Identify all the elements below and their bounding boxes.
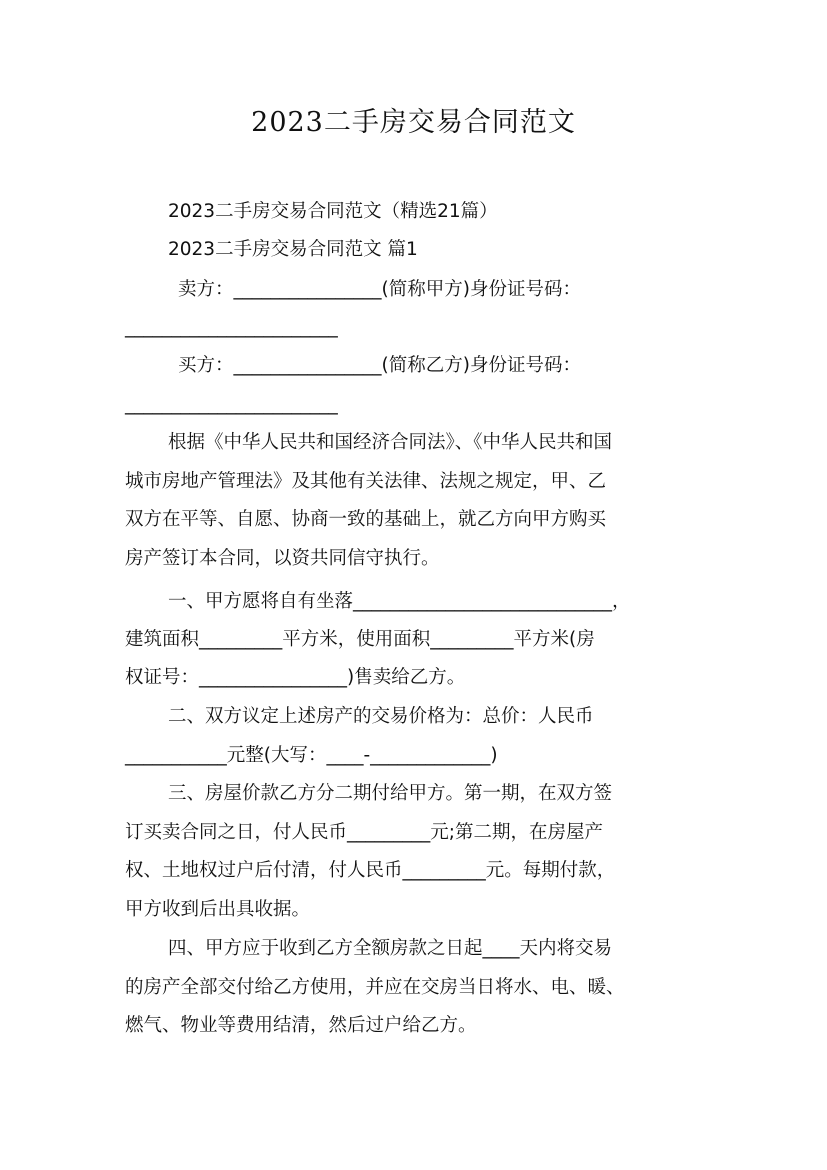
clause3-line: 三、房屋价款乙方分二期付给甲方。第一期，在双方签 xyxy=(168,783,613,804)
document-title: 2023二手房交易合同范文 xyxy=(251,107,576,138)
clause4-line: 的房产全部交付给乙方使用，并应在交房当日将水、电、暖、 xyxy=(125,977,625,998)
clause1-line: 权证号：________________)售卖给乙方。 xyxy=(125,667,466,688)
clause4-line: 燃气、物业等费用结清，然后过户给乙方。 xyxy=(125,1015,477,1036)
para1-line: 城市房地产管理法》及其他有关法律、法规之规定，甲、乙 xyxy=(125,471,607,492)
clause3-line: 权、土地权过户后付清，付人民币_________元。每期付款， xyxy=(125,860,616,881)
clause1-line: 一、甲方愿将自有坐落____________________________， xyxy=(168,591,631,612)
buyer-suffix: (简称乙方)身份证号码： xyxy=(381,355,581,376)
seller-label: 卖方： xyxy=(178,279,234,300)
seller-suffix: (简称甲方)身份证号码： xyxy=(381,279,581,300)
clause2-line: 二、双方议定上述房产的交易价格为：总价：人民币 xyxy=(168,706,594,727)
para1-line: 根据《中华人民共和国经济合同法》、《中华人民共和国 xyxy=(168,432,613,453)
seller-id-blank: _______________________ xyxy=(125,317,338,338)
clause1-line: 建筑面积_________平方米，使用面积_________平方米(房 xyxy=(125,629,595,650)
section-heading: 2023二手房交易合同范文 篇1 xyxy=(168,239,418,260)
para1-line: 房产签订本合同，以资共同信守执行。 xyxy=(125,548,440,569)
buyer-name-blank: ________________ xyxy=(233,355,382,376)
para1-line: 双方在平等、自愿、协商一致的基础上，就乙方向甲方购买 xyxy=(125,509,607,530)
clause3-line: 订买卖合同之日，付人民币_________元;第二期，在房屋产 xyxy=(125,822,603,843)
seller-name-blank: ________________ xyxy=(233,279,382,300)
seller-line xyxy=(178,278,581,302)
buyer-line xyxy=(178,354,581,378)
clause4-line: 四、甲方应于收到乙方全额房款之日起____天内将交易 xyxy=(168,938,613,959)
clause2-line: ___________元整(大写：____-_____________) xyxy=(125,745,498,766)
buyer-label: 买方： xyxy=(178,355,234,376)
clause3-line: 甲方收到后出具收据。 xyxy=(125,899,311,920)
buyer-id-blank: _______________________ xyxy=(125,394,338,415)
document-subtitle: 2023二手房交易合同范文（精选21篇） xyxy=(168,201,498,222)
